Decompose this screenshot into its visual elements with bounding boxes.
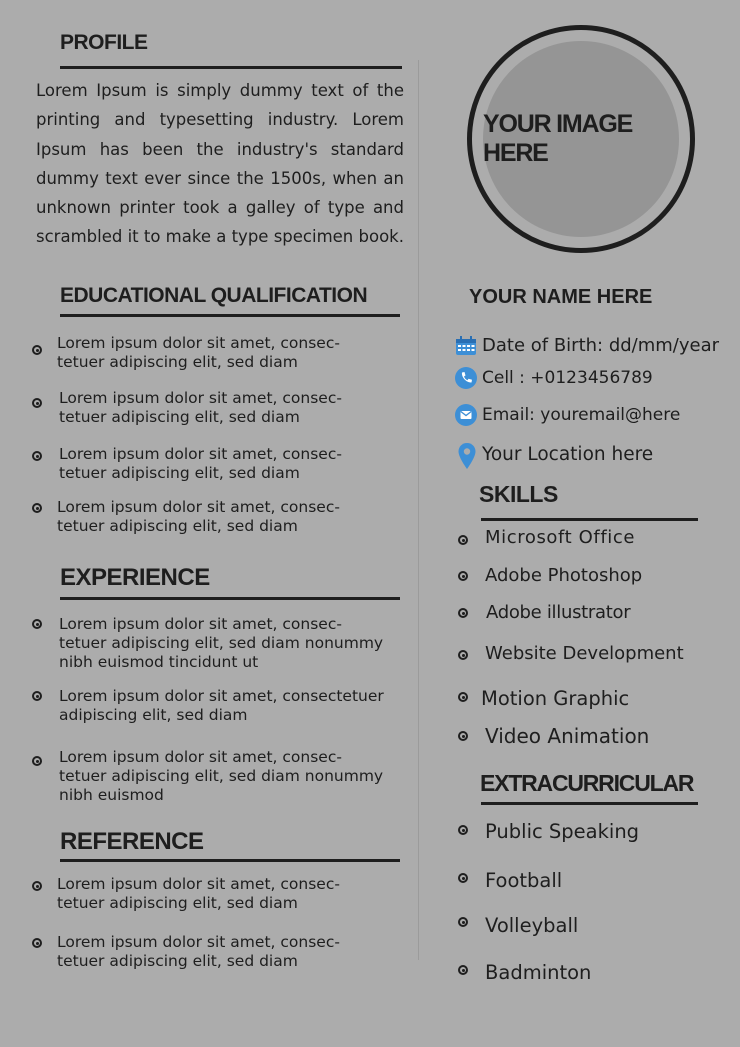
phone-icon — [455, 367, 477, 389]
education-item — [59, 445, 342, 483]
experience-item-line: tetuer adipiscing elit, sed diam nonummy — [59, 767, 384, 785]
date-of-birth: Date of Birth: dd/mm/year — [482, 335, 720, 356]
reference-item — [57, 875, 340, 913]
bullet-icon — [458, 608, 468, 618]
bullet-icon — [458, 873, 468, 883]
reference-item-line: tetuer adipiscing elit, sed diam — [57, 952, 298, 970]
education-item-line: Lorem ipsum dolor sit amet, consec- — [59, 389, 342, 407]
bullet-icon — [32, 398, 42, 408]
skills-rule — [481, 518, 698, 521]
experience-item-line: nibh euismod — [59, 786, 164, 804]
reference-item-line: Lorem ipsum dolor sit amet, consec- — [57, 875, 340, 893]
education-item-line: tetuer adipiscing elit, sed diam — [57, 353, 298, 371]
extracurricular-rule — [481, 802, 698, 805]
bullet-icon — [32, 881, 42, 891]
reference-item-line: Lorem ipsum dolor sit amet, consec- — [57, 933, 340, 951]
profile-photo-placeholder — [483, 41, 679, 237]
photo-placeholder-label: YOUR IMAGE HERE — [483, 110, 633, 167]
phone-number: Cell : +0123456789 — [482, 368, 653, 388]
bullet-icon — [458, 731, 468, 741]
experience-heading: EXPERIENCE — [60, 564, 210, 591]
calendar-icon — [455, 336, 477, 356]
email-address: Email: youremail@here — [482, 405, 681, 425]
bullet-icon — [32, 619, 42, 629]
experience-rule — [60, 597, 400, 600]
skill-item: Website Development — [485, 643, 684, 664]
education-item-line: Lorem ipsum dolor sit amet, consec- — [57, 334, 340, 352]
education-rule — [60, 314, 400, 317]
experience-item-line: adipiscing elit, sed diam — [59, 706, 248, 724]
experience-item — [59, 748, 383, 805]
column-divider — [418, 60, 419, 960]
experience-item-line: Lorem ipsum dolor sit amet, consectetuer — [59, 687, 384, 705]
profile-text: Lorem Ipsum is simply dummy text of the printing and typesetting industry. Lorem Ipsum has been the industry's standard dummy text ever since the 1500s, when an unknown printer took a galley of type and scrambled it to make a type specimen book. — [36, 81, 404, 247]
education-item-line: tetuer adipiscing elit, sed diam — [59, 408, 300, 426]
education-item-line: Lorem ipsum dolor sit amet, consec- — [57, 498, 340, 516]
bullet-icon — [32, 345, 42, 355]
person-name: YOUR NAME HERE — [469, 286, 653, 308]
bullet-icon — [458, 692, 468, 702]
reference-item — [57, 933, 340, 971]
bullet-icon — [458, 571, 468, 581]
reference-heading: REFERENCE — [60, 828, 204, 855]
bullet-icon — [32, 938, 42, 948]
bullet-icon — [32, 756, 42, 766]
bullet-icon — [458, 917, 468, 927]
experience-item-line: tetuer adipiscing elit, sed diam nonummy — [59, 634, 384, 652]
profile-rule — [60, 66, 402, 69]
experience-item-line: Lorem ipsum dolor sit amet, consec- — [59, 615, 342, 633]
bullet-icon — [32, 691, 42, 701]
skills-heading: SKILLS — [479, 481, 558, 507]
bullet-icon — [458, 825, 468, 835]
bullet-icon — [458, 965, 468, 975]
email-icon — [455, 404, 477, 426]
experience-item — [59, 615, 383, 672]
experience-item-line: Lorem ipsum dolor sit amet, consec- — [59, 748, 342, 766]
education-item-line: tetuer adipiscing elit, sed diam — [57, 517, 298, 535]
reference-rule — [60, 859, 400, 862]
skill-item: Microsoft Office — [485, 527, 636, 548]
extracurricular-item: Volleyball — [485, 914, 579, 937]
experience-item-line: nibh euismod tincidunt ut — [59, 653, 259, 671]
experience-item — [59, 687, 384, 725]
location: Your Location here — [482, 444, 654, 465]
profile-heading: PROFILE — [60, 31, 148, 54]
skill-item: Adobe illustrator — [486, 602, 631, 623]
profile-photo-frame — [467, 25, 695, 253]
skill-item: Adobe Photoshop — [485, 565, 643, 586]
extracurricular-item: Football — [485, 869, 563, 892]
education-item-line: tetuer adipiscing elit, sed diam — [59, 464, 300, 482]
extracurricular-heading: EXTRACURRICULAR — [480, 770, 694, 796]
education-item — [57, 498, 340, 536]
skill-item: Video Animation — [485, 724, 650, 748]
skill-item: Motion Graphic — [481, 687, 630, 710]
education-heading: EDUCATIONAL QUALIFICATION — [60, 284, 368, 307]
bullet-icon — [32, 451, 42, 461]
extracurricular-item: Badminton — [485, 961, 592, 984]
bullet-icon — [458, 535, 468, 545]
extracurricular-item: Public Speaking — [485, 820, 640, 843]
education-item — [57, 334, 340, 372]
location-pin-icon — [458, 443, 476, 469]
bullet-icon — [32, 503, 42, 513]
education-item — [59, 389, 342, 427]
education-item-line: Lorem ipsum dolor sit amet, consec- — [59, 445, 342, 463]
reference-item-line: tetuer adipiscing elit, sed diam — [57, 894, 298, 912]
bullet-icon — [458, 650, 468, 660]
